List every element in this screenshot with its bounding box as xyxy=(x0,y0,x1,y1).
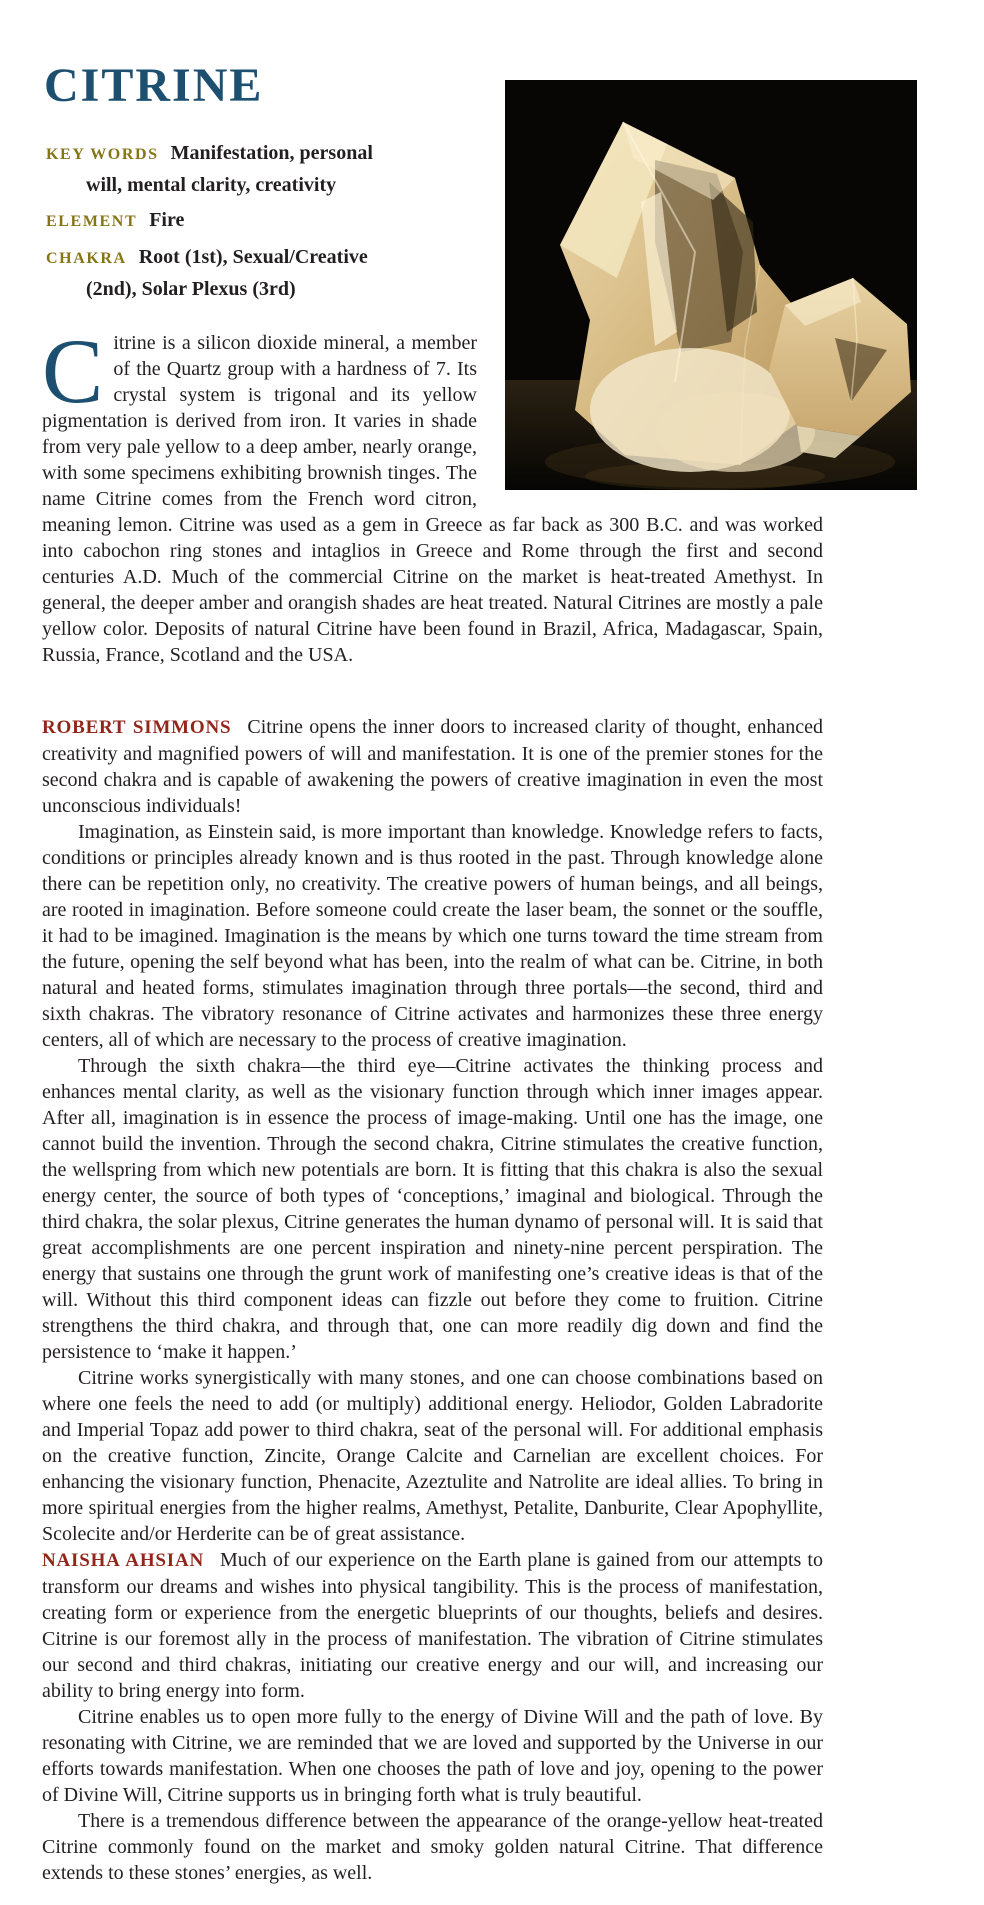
keywords-value: Manifestation, personal will, mental clarity, creativity xyxy=(86,142,373,196)
intro-text: itrine is a silicon dioxide mineral, a member of the Quartz group with a hardness of 7. Its crystal system is trigonal and its yellow pigmentation is derived from iron. It varies in shade from very pale yellow to a deep amber, nearly orange, with some specimens exhibiting brownish tinges. The name Citrine comes from the French word citron, meaning lemon. Citrine was used as a gem in Greece as far back as 300 B.C. and was worked into cabochon ring stones and intaglios in Greece and Rome through the first and second centuries A.D. Much of the commercial Citrine on the market is heat-treated Amethyst. In general, the deeper amber and orangish shades are heat treated. Natural Citrines are mostly a pale yellow color. Deposits of natural Citrine have been found in Brazil, Africa, Madagascar, Spain, Russia, France, Scotland and the USA. xyxy=(42,332,823,666)
chakra-label: CHAKRA xyxy=(46,250,127,267)
keyword-row-keywords xyxy=(46,138,398,200)
keyword-block xyxy=(46,138,398,304)
section-robert-simmons xyxy=(42,714,823,1547)
dropcap-letter: C xyxy=(42,320,104,422)
robert-paragraph-4: Citrine works synergistically with many stones, and one can choose combinations based on where one feels the need to add (or multiply) additional energy. Heliodor, Golden Labradorite and Imperial Topaz add power to third chakra, seat of the personal will. For additional emphasis on the creative function, Zincite, Orange Calcite and Carnelian are excellent choices. For enhancing the visionary function, Phenacite, Azeztulite and Natrolite are ideal allies. To bring in more spiritual energies from the higher realms, Amethyst, Petalite, Danburite, Clear Apophyllite, Scolecite and/or Herderite can be of great assistance. xyxy=(42,1367,823,1545)
citrine-photo-illustration xyxy=(505,80,917,490)
page-title: CITRINE xyxy=(44,59,264,112)
chakra-value: Root (1st), Sexual/​Creative (2nd), Solar Plexus (3rd) xyxy=(86,246,368,300)
element-value: Fire xyxy=(149,209,185,231)
section-naisha-ahsian xyxy=(42,1547,823,1886)
author-heading-naisha-ahsian: NAISHA AHSIAN xyxy=(42,1550,205,1571)
robert-paragraph-1 xyxy=(42,714,823,819)
keywords-label: KEY WORDS xyxy=(46,146,159,163)
keyword-row-element xyxy=(46,205,398,237)
naisha-paragraph-3: There is a tremendous difference between the appearance of the orange-yellow heat-treated Citrine commonly found on the market and smoky golden natural Citrine. That difference extends to these stones’ energies, as well. xyxy=(42,1810,823,1884)
author-heading-robert-simmons: ROBERT SIMMONS xyxy=(42,717,232,738)
robert-paragraph-2: Imagination, as Einstein said, is more important than knowledge. Knowledge refers to facts, conditions or principles already known and is thus rooted in the past. Through knowledge alone there can be repetition only, no creativity. The creative powers of human beings, and all beings, are rooted in imagination. Before someone could create the laser beam, the sonnet or the souffle, it had to be imagined. Imagination is the means by which one turns toward the time stream from the future, opening the self beyond what has been, into the realm of what can be. Citrine, in both natural and heated forms, stimulates imagination through three portals—the second, third and sixth chakras. The vibratory resonance of Citrine activates and harmonizes these three energy centers, all of which are necessary to the process of creative imagination. xyxy=(42,821,823,1051)
naisha-paragraph-1-text: Much of our experience on the Earth plane is gained from our attempts to transform our dreams and wishes into physical tangibility. This is the process of manifestation, creating form or experience from the energetic blueprints of our thoughts, beliefs and desires. Citrine is our foremost ally in the process of manifestation. The vibration of Citrine stimulates our second and third chakras, initiating our creative energy and our will, and increasing our ability to bring energy into form. xyxy=(42,1549,823,1702)
keyword-row-chakra xyxy=(46,242,398,304)
naisha-paragraph-1 xyxy=(42,1547,823,1704)
citrine-photo xyxy=(505,80,917,490)
robert-paragraph-3: Through the sixth chakra—the third eye—Citrine activates the thinking process and enhances mental clarity, as well as the visionary function through which inner images appear. After all, imagination is in essence the process of image-making. Until one has the image, one cannot build the invention. Through the second chakra, Citrine stimulates the creative function, the wellspring from which new potentials are born. It is fitting that this chakra is also the sexual energy center, the source of both types of ‘conceptions,’ imaginal and biological. Through the third chakra, the solar plexus, Citrine generates the human dynamo of personal will. It is said that great accomplishments are one percent inspiration and ninety-nine percent perspiration. The energy that sustains one through the grunt work of manifesting one’s creative ideas is that of the will. Without this third component ideas can fizzle out before they come to fruition. Citrine strengthens the third chakra, and through that, one can more readily dig down and find the persistence to ‘make it happen.’ xyxy=(42,1055,823,1363)
element-label: ELEMENT xyxy=(46,213,138,230)
naisha-paragraph-2: Citrine enables us to open more fully to the energy of Divine Will and the path of love. By resonating with Citrine, we are reminded that we are loved and supported by the Universe in our efforts towards manifestation. When one chooses the path of love and joy, opening to the power of Divine Will, Citrine supports us in bringing forth what is truly beautiful. xyxy=(42,1706,823,1806)
robert-paragraph-1-text: Citrine opens the inner doors to increased clarity of thought, enhanced creativity and magnified powers of will and manifestation. It is one of the premier stones for the second chakra and is capable of awakening the powers of creative imagination in even the most unconscious individuals! xyxy=(42,716,823,817)
